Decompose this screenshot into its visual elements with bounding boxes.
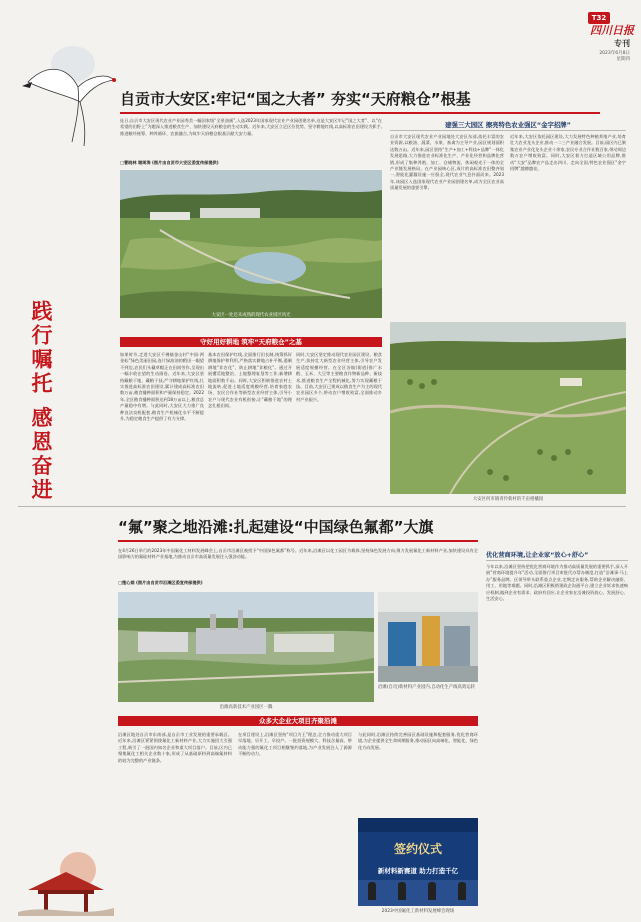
headline-rule [118,540,478,542]
ceremony-caption: 2023中国氟化工新材料发展峰会现场 [381,909,455,914]
article1-body-col3: 同时,大安区坚定推动现代农业园区建设、粮食生产,扶持壮大新型农业经营主体,引导农户发展适度规模经营。在全区各镇(街道)推广水稻、玉米、大豆等主要粮食作物新品种、新技术,推进粮食生产全程机械化,努力实现藏粮于技。目前,大安区已建成以粮食生产为主的现代农业园区多个,带动农户增收致富,全面推动乡村产业振兴。 [296,352,382,402]
article1-orchard-photo [390,322,626,494]
issue-date: 2023年6月8日 [599,51,630,56]
article2-body-col1: 沿滩区地处自贡市东南部,是自贡市工业发展的重要承载区。近年来,沿滩区紧紧围绕氟化工新材料产业,大力实施招大引强工程,吸引了一批国内知名企业和重大项目落户。目前,区内已聚集氟化工相关企业数十家,形成了从基础原料到高端氟材料的较为完整的产业链条。 [118,732,232,763]
section-label: 专刊 [614,39,630,48]
article2-factory-photo [378,592,478,682]
article2-body-col2: 在项目建设上,沿滩区坚持“项目为王”理念,全力推动重大项目早落地、早开工、早投产。一批投资规模大、科技含量高、带动能力强的氟化工项目相继签约落地,为产业发展注入了源源不断的动力。 [238,732,352,757]
article1-headline: 自贡市大安区:牢记“国之大者” 夯实“天府粮仓”根基 [120,90,471,108]
article1-right-col2: 近年来,大安区依托园区建设,大力发展特色种植养殖产业,培育壮大农业龙头企业,推动一二三产业融合发展。目前,园区内已聚集农业产业化龙头企业十余家,农民专业合作社数百家,带动周边数万农户增收致富。同时,大安区着力打造区域公用品牌,推动“大安”品牌农产品走出四川、走向全国,特色农业强区“金字招牌”越擦越亮。 [510,134,626,172]
article2-photo-caption-right: 沿滩(自贡)新材料产业园内,自动化生产线高效运转 [378,685,476,690]
crane-illustration [18,42,118,152]
article2-industrial-photo [118,592,374,702]
masthead [560,8,634,68]
page-number-badge: T32 [588,12,610,24]
article2-lead: 在4月26日举行的2023年中国氟化工材料发展峰会上,自贡市沿滩区被授予“中国绿色氟都”称号。近年来,沿滩区以化工园区为载体,坚持绿色发展方向,聚力发展氟化工新材料产业,加快建设具有全国影响力的氟硅材料产业基地,为推动自贡市高质量发展注入强劲动能。 [118,548,478,560]
article1-lead: 连日,自贡市大安区现代农业产业园秀美一幅国家级“全景油画”,入选2023年国家现代农业产业园创建名单,这是大安区牢记“国之大者”、以“在希望的田野上”为题深入推进粮食生产、加快建设天府粮仓的生动实践。近年来,大安区立足区位优势、坚守耕地红线,以高标准农田建设为抓手,推进粮经统筹、种养循环、农旅融合,为筑牢天府粮仓根基贡献大安力量。 [120,118,382,136]
divider [486,560,628,561]
vertical-slogan: 践行嘱托 感恩奋进 [29,300,54,503]
article2-right-body: 今年以来,沿滩区坚持把优化营商环境作为推动高质量发展的重要抓手,深入开展“营商环境提升年”活动,全面推行项目审批代办帮办制度,打造“沿滩事·马上办”服务品牌。区领导带头联系重点企业,定期走访服务,帮助企业解决融资、用工、用地等难题。同时,沿滩区积极搭建政企沟通平台,建立企业诉求快速响应机制,做到企业有需求、政府有回应,让企业家在沿滩投资放心、发展舒心、生活安心。 [486,564,628,602]
article2-body-col3: 与此同时,沿滩区持续完善园区基础设施和配套服务,优化营商环境,为企业提供全生命周期服务,推动园区向高端化、智能化、绿色化方向发展。 [358,732,478,750]
divider [390,130,626,131]
article2-headline: “氟”聚之地沿滩:扎起建设“中国绿色氟都”大旗 [118,518,434,536]
article1-subhead: 守好用好耕地 筑牢“天府粮仓”之基 [120,337,382,347]
article2-photo-caption: 沿滩高新技术产业园区一隅 [219,705,273,710]
article1-photo-caption: 大安区一处还未成熟的现代农业园区风光 [211,313,291,318]
article1-body-col1: 如果时节,走进大安区千佛镇金山村“中国·两金仙”绿色美丽田园,连片绿油油的稻田一眼望不到边,农民们头戴草帽正在田间劳作,呈现出一幅丰收在望的生动画卷。近年来,大安区坚持藏粮于地、藏粮于技,严守耕地保护红线,扎实推进高标准农田建设,累计建成高标准农田数万亩,粮食播种面积和产量保持稳定。2022年,全区粮食播种面积达到18万亩以上,粮食总产量稳中有增。与此同时,大安区大力推广良种良法良机配套,粮食生产机械化水平不断提升,为稳定粮食生产提供了有力支撑。 [120,352,204,422]
article2-byline: □莲心娟 (图片由自贡市沿滩区委宣传部提供) [118,580,203,585]
paper-name: 四川日报 [590,24,634,37]
article1-farm-photo [120,170,382,318]
article-divider [18,506,626,507]
ceremony-photo [358,818,478,906]
article2-subhead: 众多大企业大项目齐聚沿滩 [118,716,478,726]
article1-byline: □曹晓林 谢周涛 (图片由自贡市大安区委宣传部提供) [120,160,219,165]
article1-right-col1: 自贡市大安区现代农业产业园地处大安区东部,依托丰富的农业资源,以粮油、蔬菜、水果、畜禽为主导产业,园区规划面积达数万亩。近年来,园区坚持“生产+加工+科技+品牌”一体化发展思路,大力推进农业标准化生产、产业化经营和品牌化营销,形成了集种养殖、加工、仓储物流、休闲观光于一体的全产业链发展格局。在产业园核心区,成片的高标准农田整齐划一,智能化灌溉设施一应俱全,现代农业气息扑面而来。2023年,该园区入选国家现代农业产业园创建名单,成为全区农业高质量发展的重要引擎。 [390,134,504,191]
article1-photo2-caption: 大安区何市镇青伶新村的千亩柑橘园 [472,497,544,502]
article1-body-col2: 基本农田保护红线,全面推行田长制,统筹抓好耕地保护和利用,严格落实耕地占补平衡,遏制耕地“非农化”、防止耕地“非粮化”。通过开展撂荒地整治、土地整理复垦等工作,新增耕地面积数千亩。同时,大安区积极推进农村土地流转,促进土地适度规模经营,培育家庭农场、农民合作社等新型农业经营主体,引导小农户与现代农业有机衔接,让“藏粮于地”的理念扎根田间。 [208,352,292,409]
ceremony-subtitle: 新材料新赛道 助力打造千亿 [377,867,459,875]
article1-right-section-title: 建强三大园区 擦亮特色农业强区“金字招牌” [445,121,571,129]
headline-rule [120,112,600,114]
article2-right-section-title: 优化营商环境,让企业家“放心+舒心” [486,552,589,559]
issue-weekday: 星期四 [616,57,630,62]
ceremony-banner-text: 签约仪式 [393,842,442,856]
pavilion-illustration [18,840,114,916]
